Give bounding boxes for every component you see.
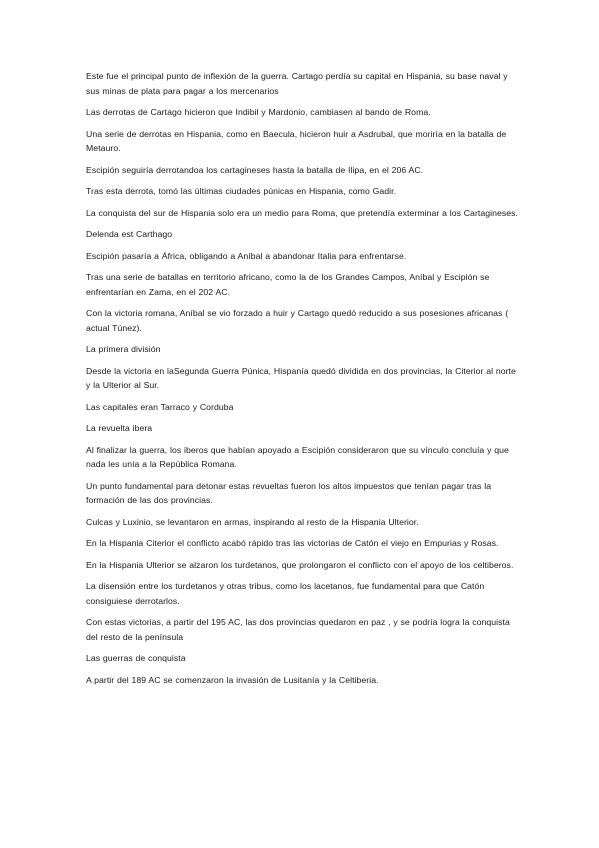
- paragraph: Con estas victorias, a partir del 195 AC, las dos provincias quedaron en paz , y se podría logra la conquista del resto de la península: [86, 617, 510, 642]
- paragraph: Escipión seguiría derrotandoa los cartagineses hasta la batalla de Ilipa, en el 206 AC.: [86, 164, 424, 175]
- section-heading: Las guerras de conquista: [86, 653, 186, 663]
- section-heading: La primera división: [86, 344, 161, 354]
- section-heading: Delenda est Carthago: [86, 229, 173, 239]
- paragraph: Una serie de derrotas en Hispania, como en Baecula, hicieron huir a Asdrubal, que moriría en la batalla de Metauro.: [86, 128, 507, 153]
- paragraph: La conquista del sur de Hispania solo era un medio para Roma, que pretendía exterminar a los Cartagineses.: [86, 207, 518, 218]
- paragraph: Desde la victoria en laSegunda Guerra Púnica, Hispanía quedó dividida en dos provincias, la Citerior al norte y la Ulterior al Sur.: [86, 365, 516, 390]
- paragraph: En la Hispania Citerior el conflicto acabó rápido tras las victorias de Catón el viejo en Empurias y Rosas.: [86, 538, 499, 548]
- paragraph: Las derrotas de Cartago hicieron que Indibil y Mardonio, cambiasen al bando de Roma.: [86, 107, 431, 117]
- paragraph: Este fue el principal punto de inflexión de la guerra. Cartago perdía su capital en Hispania, su base naval y sus minas de plata para pagar a los mercenarios: [86, 71, 508, 96]
- paragraph: Con la victoria romana, Aníbal se vio forzado a huir y Cartago quedó reducido a sus posesiones africanas ( actual Túnez).: [86, 308, 509, 333]
- paragraph: Al finalizar la guerra, los iberos que habían apoyado a Escipión consideraron que su vínculo concluía y que nada les unía a la República Romana.: [86, 444, 509, 469]
- paragraph: Tras esta derrota, tomó las últimas ciudades púnicas en Hispania, como Gadir.: [86, 186, 397, 196]
- paragraph: Tras una serie de batallas en territorio africano, como la de los Grandes Campos, Aníbal y Escipión se enfrentarían en Zama, en el 202 AC.: [86, 272, 490, 297]
- paragraph: En la Hispania Ulterior se alzaron los turdetanos, que prolongaron el conflicto con el apoyo de los celtiberos.: [86, 559, 514, 570]
- paragraph: Escipión pasaría a África, obligando a Aníbal a abandonar Italia para enfrentarse.: [86, 250, 407, 261]
- paragraph: Las capitales eran Tarraco y Corduba: [86, 401, 234, 412]
- paragraph: La disensión entre los turdetanos y otras tribus, como los lacetanos, fue fundamental para que Catón consiguiese derrotarlos.: [86, 581, 485, 606]
- document-body: [86, 69, 518, 694]
- paragraph: Culcas y Luxinio, se levantaron en armas, inspirando al resto de la Hispania Ulterior.: [86, 516, 419, 527]
- paragraph: Un punto fundamental para detonar estas revueltas fueron los altos impuestos que tenían pagar tras la formación de las dos provincias.: [86, 480, 492, 505]
- paragraph: A partir del 189 AC se comenzaron la invasión de Lusitanía y la Celtiberia.: [86, 674, 379, 685]
- section-heading: La revuelta ibera: [86, 423, 153, 433]
